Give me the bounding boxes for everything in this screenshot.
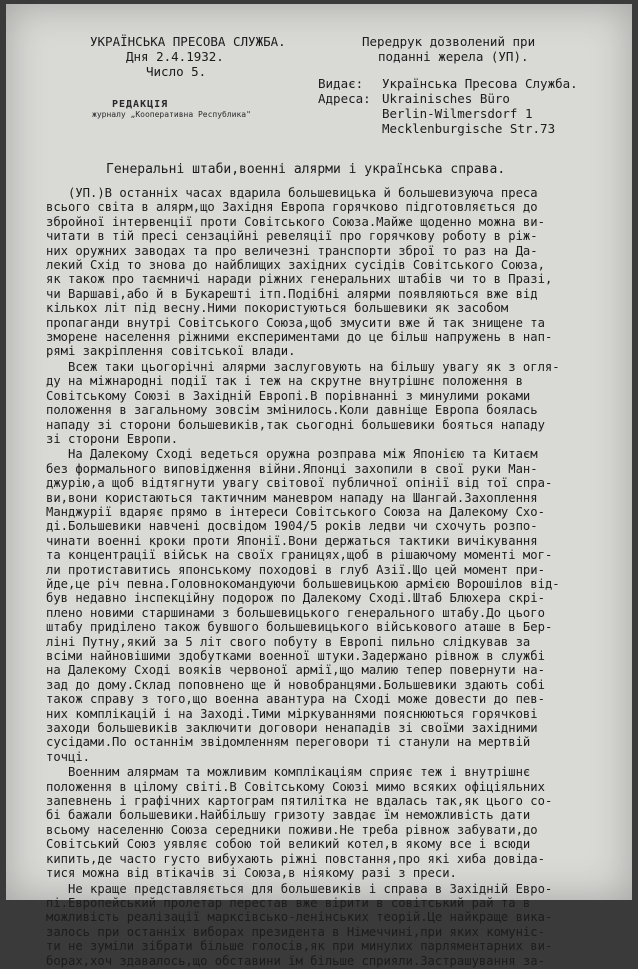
- text-line: рямі закріплення совітської влади.: [46, 344, 296, 359]
- stamp-line-1: РЕДАКЦІЯ: [112, 99, 169, 110]
- article-body: [46, 186, 630, 969]
- text-line: положення в цілому світі.В Совітському Союзі мимо всяких офіціяльних: [46, 779, 545, 794]
- publisher-address: [318, 76, 578, 136]
- text-line: Не краще представляється для большевиків і справа в Західній Евро-: [68, 881, 553, 896]
- document-page: [6, 4, 632, 968]
- text-line: заходи большевиків заключити договори ненападів зі своїми західними: [46, 721, 538, 736]
- text-line: нападу зі сторони большевиків,так сьогодні большевики бояться нападу: [46, 417, 545, 432]
- text-line: них оружних заводах та про величезні транспорти зброї то раз на Да-: [46, 243, 538, 258]
- text-line: ви,вони користаються тактичним маневром нападу на Шангай.Захоплення: [46, 490, 538, 505]
- publisher-name: Українська Пресова Служба.: [382, 76, 578, 91]
- org-name: УКРАЇНСЬКА ПРЕСОВА СЛУЖБА.: [90, 34, 286, 49]
- text-line: на Далекому Сході вояків червоної армії,що малию тепер повернути на-: [46, 663, 545, 678]
- address-label: Адреса:: [318, 91, 371, 106]
- text-line: положення в загальному зовсім змінилось.Коли давніще Европа боялась: [46, 403, 538, 418]
- text-line: Военним алярмам та можливим комплікаціям сприяє теж і внутрішнє: [68, 765, 531, 780]
- text-line: На Далекому Сході ведеться оружна розправа між Японією та Китаєм: [68, 447, 538, 462]
- text-line: борах,хоч здавалось,що обставини їм більше сприяли.Застрашування за-: [46, 953, 545, 968]
- text-line: був недавно інспекційну подорож по Далекому Сході.Штаб Блюхера скрі-: [46, 591, 545, 606]
- text-line: них комплікацій і на Заході.Тими міркуваннями пояснюються горячкові: [46, 706, 538, 721]
- text-line: Совітський Союз уявляє собою той великий котел,в якому все і всюди: [46, 837, 531, 852]
- paragraph: [46, 186, 630, 359]
- text-line: залось при останніх виборах президента в Німеччині,при яких комуніс-: [46, 924, 545, 939]
- address-line-3: Mecklenburgische Str.73: [382, 121, 556, 136]
- address-line-1: Ukrainisches Büro: [382, 91, 510, 106]
- text-line: точці.: [46, 749, 91, 764]
- paragraph: [46, 360, 630, 446]
- text-line: без формального виповідження війни.Японці захопили в свої руки Ман-: [46, 461, 538, 476]
- text-line: лекий Схід то знова до найблищих західних сусідів Совітського Союза,: [46, 258, 545, 273]
- editorial-stamp: [92, 100, 251, 120]
- text-line: Совітському Союзі в Західній Европі.В порівнанні з минулими роками: [46, 388, 531, 403]
- text-line: також справу з того,що военна авантура на Сході може довести до пев-: [46, 692, 545, 707]
- text-line: запевнень і графічних картограм пятилітка не вдалась так,як цього со-: [46, 794, 553, 809]
- text-line: всіми найновішими здобутками военної штуки.Задержано рівнож в службі: [46, 649, 545, 663]
- paragraph: [46, 765, 630, 880]
- text-line: пі.Европейський пролетар перестав вже вірити в совітський рай та в: [46, 895, 531, 910]
- issue-date: Дня 2.4.1932.: [126, 49, 224, 64]
- text-line: Манджурії вдаряє прямо в інтереси Совітського Союза на Далекому Схо-: [46, 504, 545, 519]
- text-line: кількох літ під весну.Ними покористуються большевики як засобом: [46, 301, 509, 316]
- publisher-label: Видає:: [318, 76, 364, 91]
- text-line: ді.Большевики навчені досвідом 1904/5 років ледви чи схочуть розпо-: [46, 519, 538, 534]
- text-line: джурію,а щоб відтягнути увагу світової публичної опінії від тої спра-: [46, 476, 553, 491]
- text-line: зі сторони Европи.: [46, 431, 179, 446]
- article-title: Генеральні штаби,военні алярми і українська справа.: [106, 162, 506, 177]
- text-line: бі бажали большевики.Найбільшу гризоту завдає їм неможливість дати: [46, 808, 531, 823]
- reprint-line-1: Передрук дозволений при: [362, 34, 536, 49]
- text-line: чи Варшаві,або й в Букарешті ітп.Подібні алярми появляються вже від: [46, 286, 538, 301]
- reprint-line-2: поданні жерела (УП).: [378, 49, 529, 64]
- text-line: ду на міжнародні події так і теж на скрутне внутрішнє положення в: [46, 374, 523, 389]
- text-line: тися можна від втікачів зі Союза,в ніякому разі з преси.: [46, 866, 457, 881]
- text-line: як також про таємничі наради ріжних генеральних штабів чи то в Празі,: [46, 272, 553, 287]
- text-line: (УП.)В останніх часах вдарила большевицька й большевизуюча преса: [68, 186, 538, 200]
- text-line: зморене населення ріжними експериментами до це більш напружень в нап-: [46, 330, 553, 345]
- text-line: зад до дому.Склад поповнено ще й новобранцями.Большевики здають собі: [46, 677, 545, 692]
- text-line: та концентрації військ на своїх границях,щоб в рішаючому моменті мог-: [46, 548, 553, 563]
- issue-number: Число 5.: [146, 64, 207, 79]
- text-line: Всеж таки цьогорічні алярми заслуговують на більшу увагу як з огля-: [68, 359, 560, 374]
- text-line: пропаганди внутрі Совітського Союза,щоб змусити вже й так знищене та: [46, 315, 545, 330]
- address-line-2: Berlin-Wilmersdorf 1: [382, 106, 533, 121]
- text-line: чинати военні кроки проти Японії.Вони держаться тактики вичікування: [46, 533, 538, 548]
- text-line: збройної інтервенції проти Совітського Союза.Майже щоденно можна ви-: [46, 214, 545, 229]
- reprint-notice: [362, 34, 535, 64]
- paragraph: [46, 882, 630, 968]
- text-line: ліні Путну,який за 5 літ свого побуту в Европі пильно слідкував за: [46, 634, 531, 649]
- stamp-line-2: журналу „Кооперативна Республика": [92, 110, 251, 119]
- text-line: штабу приділено також бувшого большевицького військового аташе в Бер-: [46, 620, 553, 635]
- text-line: всьому населенню Союза середники поживи.Не треба рівнож забувати,до: [46, 822, 538, 837]
- header-left: [90, 34, 286, 79]
- text-line: читати в тій пресі сензаційні ревеляції про горячкову роботу в ріж-: [46, 229, 538, 244]
- text-line: кипить,де часто густо вибухають ріжні повстання,про які хиба довіда-: [46, 851, 545, 866]
- paragraph: [46, 447, 630, 764]
- text-line: ли протиставитись японському походові в глуб Азії.Що цей момент при-: [46, 562, 545, 577]
- text-line: йде,це річ певна.Головнокомандуючи большевицькою армією Ворошілов від-: [46, 576, 560, 591]
- text-line: сусідами.По останнім звідомленням переговори ті станули на мертвій: [46, 735, 531, 750]
- text-line: ти не зуміли зібрати більше голосів,як при минулих парляментарних ви-: [46, 939, 553, 954]
- text-line: можливість реалізації марксівсько-ленінських теорій.Це найкраще вика-: [46, 910, 553, 925]
- text-line: всього світа в алярм,що Західня Европа горячково підготовляється до: [46, 200, 538, 215]
- text-line: плено новими старшинами з большевицького генерального штабу.До цього: [46, 605, 545, 620]
